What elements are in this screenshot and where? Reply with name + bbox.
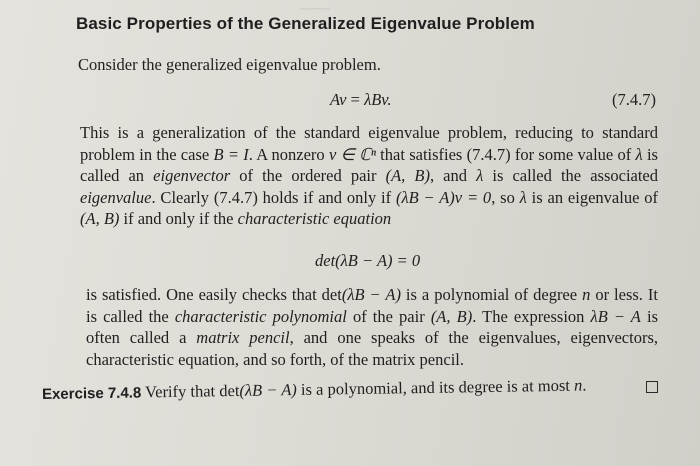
text-run: Verify that det (141, 380, 240, 402)
text-run: if and only if the (119, 209, 238, 228)
math-run: (λB − A)v = 0 (395, 187, 492, 207)
text-run: is called an (80, 144, 658, 185)
text-run: is satisfied. One easily checks that det (86, 285, 342, 304)
equation-lhs: Av (330, 90, 347, 109)
math-run: λ (635, 144, 643, 164)
term-characteristic-polynomial: characteristic polynomial (174, 306, 347, 326)
equation-row (0, 90, 700, 112)
math-run: λ (519, 187, 527, 207)
text-run: or less. It is called the (86, 285, 658, 326)
characteristic-equation: det(λB − A) = 0 (315, 251, 421, 270)
term-characteristic-equation: characteristic equation (237, 209, 392, 228)
qed-square-icon (646, 381, 658, 393)
exercise-label: Exercise 7.4.8 (41, 384, 142, 403)
equation-number: (7.4.7) (612, 90, 656, 109)
math-run: B = I (213, 144, 249, 164)
math-run: (A, B) (80, 209, 120, 228)
text-run: is a polynomial, and its degree is at most (296, 375, 575, 399)
text-run: that satisfies (7.4.7) for some value of (375, 144, 636, 164)
text-run: is called the associated (483, 166, 659, 185)
term-eigenvector: eigenvector (153, 166, 231, 185)
text-run: . The expression (472, 306, 591, 326)
text-run: . (582, 375, 587, 395)
text-run: , and one speaks of the eigenvalues, eigenvectors, characteristic equation, and so forth, of the matrix pencil. (86, 328, 658, 369)
display-equation (330, 90, 392, 110)
math-run: (A, B) (430, 306, 473, 326)
section-heading: Basic Properties of the Generalized Eigenvalue Problem (76, 14, 535, 33)
text-run: of the pair (346, 306, 431, 326)
term-eigenvalue: eigenvalue (80, 187, 152, 207)
text-run: . Clearly (7.4.7) holds if and only if (151, 187, 396, 207)
math-run: λB − A (590, 306, 641, 326)
equation-relation: = (346, 90, 365, 109)
text-run: , and (429, 166, 477, 185)
text-run: . A nonzero (248, 144, 329, 164)
math-run: (λB − A) (239, 379, 297, 400)
paragraph-characteristic-polynomial (86, 284, 658, 370)
math-run: n (582, 285, 591, 304)
math-run: λ (476, 166, 484, 185)
math-run: (A, B) (385, 166, 430, 185)
equation-rhs: λBv. (364, 90, 392, 109)
text-run: is often called a (86, 306, 658, 347)
text-run: This is a generalization of the standard eigenvalue problem, reducing to standard problem in the case (80, 123, 658, 164)
math-run: (λB − A) (341, 285, 401, 304)
intro-sentence: Consider the generalized eigenvalue problem. (78, 55, 381, 74)
text-run: of the ordered pair (230, 166, 386, 185)
math-run: v ∈ ℂⁿ (328, 144, 376, 164)
paragraph-generalization (80, 122, 658, 230)
text-run: is a polynomial of degree (400, 285, 583, 304)
term-matrix-pencil: matrix pencil (196, 328, 290, 347)
text-run: is an eigenvalue of (526, 187, 658, 207)
exercise-7-4-8 (42, 374, 662, 404)
bleed-through-text: ─── (300, 2, 330, 17)
math-run: n (573, 375, 583, 395)
text-run: , so (491, 187, 520, 207)
